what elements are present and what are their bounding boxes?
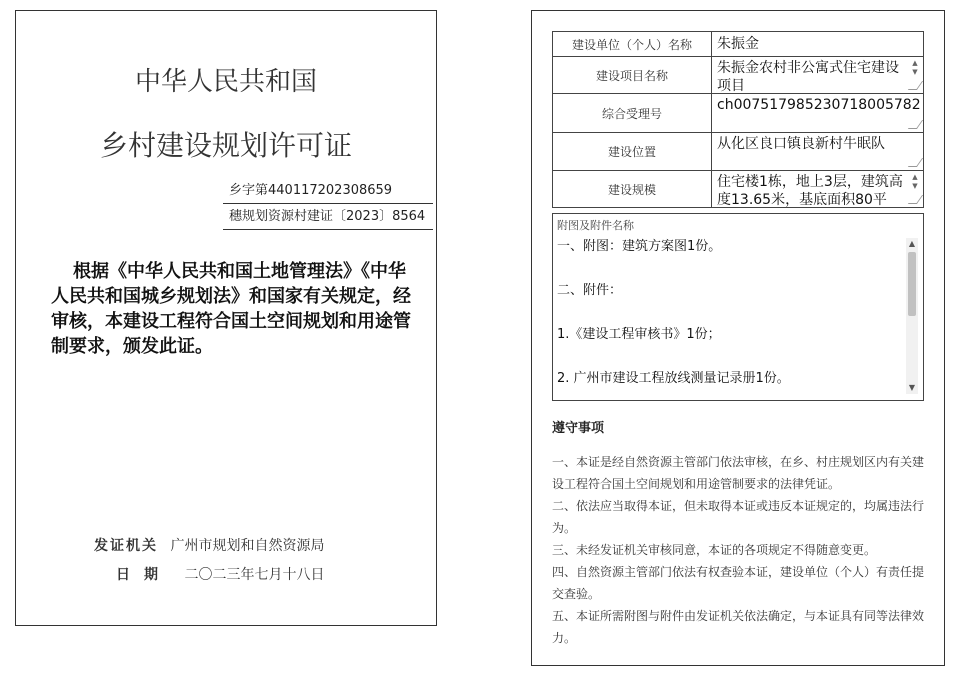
issuing-authority-row [94,535,324,555]
application-number-field[interactable] [712,94,924,133]
list-item: 二、依法应当取得本证，但未取得本证或违反本证规定的，均属违法行为。 [552,499,925,535]
table-row [553,94,924,133]
date-value: 二〇二三年七月十八日 [184,567,325,583]
project-name-value: 朱振金农村非公寓式住宅建设项目 [717,60,899,93]
location-value: 从化区良口镇良新村牛眠队 [717,136,885,152]
project-name-field[interactable] [712,57,924,94]
list-item: 四、自然资源主管部门依法有权查验本证，建设单位（个人）有责任提交查验。 [552,565,925,601]
application-number-value: ch007517985230718005782 [717,97,921,113]
scrollbar-thumb[interactable] [908,252,916,316]
list-item: 五、本证所需附图与附件由发证机关依法确定，与本证具有同等法律效力。 [552,609,925,645]
permit-number-primary: 乡字第440117202308659 [223,178,433,204]
legal-declaration [51,259,421,359]
notice-title: 遵守事项 [552,421,605,436]
issue-date-row [116,564,324,584]
country-title: 中华人民共和国 [134,67,317,97]
list-item: 一、附图：建筑方案图1份。 [557,239,722,254]
table-row [553,57,924,94]
date-label: 日期 [116,567,172,583]
applicant-cell [712,32,924,57]
list-item: 2. 广州市建设工程放线测量记录册1份。 [557,371,790,386]
table-row [553,133,924,171]
scale-field[interactable] [712,171,924,208]
permit-number-box [223,178,433,230]
project-info-table [552,31,924,208]
scroll-up-arrow-icon[interactable]: ▲ [908,239,916,248]
attachments-scrollbar[interactable] [906,238,918,394]
permit-number-secondary: 穗规划资源村建证〔2023〕8564 [223,204,433,230]
table-row [553,32,924,57]
permit-title: 乡村建设规划许可证 [99,129,352,162]
notice-list [552,451,926,649]
scale-label: 建设规模 [553,171,712,208]
attachments-label: 附图及附件名称 [557,219,634,232]
application-number-label: 综合受理号 [553,94,712,133]
attachments-textarea[interactable] [557,236,903,396]
project-name-scrollbar[interactable]: ▲ ▼ [912,59,918,76]
legal-declaration-text: 根据《中华人民共和国土地管理法》《中华人民共和国城乡规划法》和国家有关规定，经审核，本建设工程符合国土空间规划和用途管制要求，颁发此证。 [51,261,411,357]
location-field[interactable] [712,133,924,171]
scale-scrollbar[interactable]: ▲ ▼ [912,173,918,190]
scale-value: 住宅楼1栋，地上3层，建筑高度13.65米，基底面积80平 [717,174,903,207]
scroll-down-arrow-icon[interactable]: ▼ [908,383,916,392]
issuer-label: 发证机关 [94,538,158,554]
list-item: 一、本证是经自然资源主管部门依法审核，在乡、村庄规划区内有关建设工程符合国土空间规划和用途管制要求的法律凭证。 [552,455,925,491]
table-row [553,171,924,208]
applicant-label: 建设单位（个人）名称 [553,32,712,57]
applicant-value: 朱振金 [717,36,759,52]
list-item: 三、未经发证机关审核同意，本证的各项规定不得随意变更。 [552,543,877,557]
issuer-value: 广州市规划和自然资源局 [170,538,325,554]
location-label: 建设位置 [553,133,712,171]
permit-cover-page [15,10,437,626]
project-name-label: 建设项目名称 [553,57,712,94]
list-item: 1.《建设工程审核书》1份； [557,327,721,342]
permit-details-page [531,10,945,666]
list-item: 二、附件： [557,283,623,298]
attachments-box [552,213,924,401]
